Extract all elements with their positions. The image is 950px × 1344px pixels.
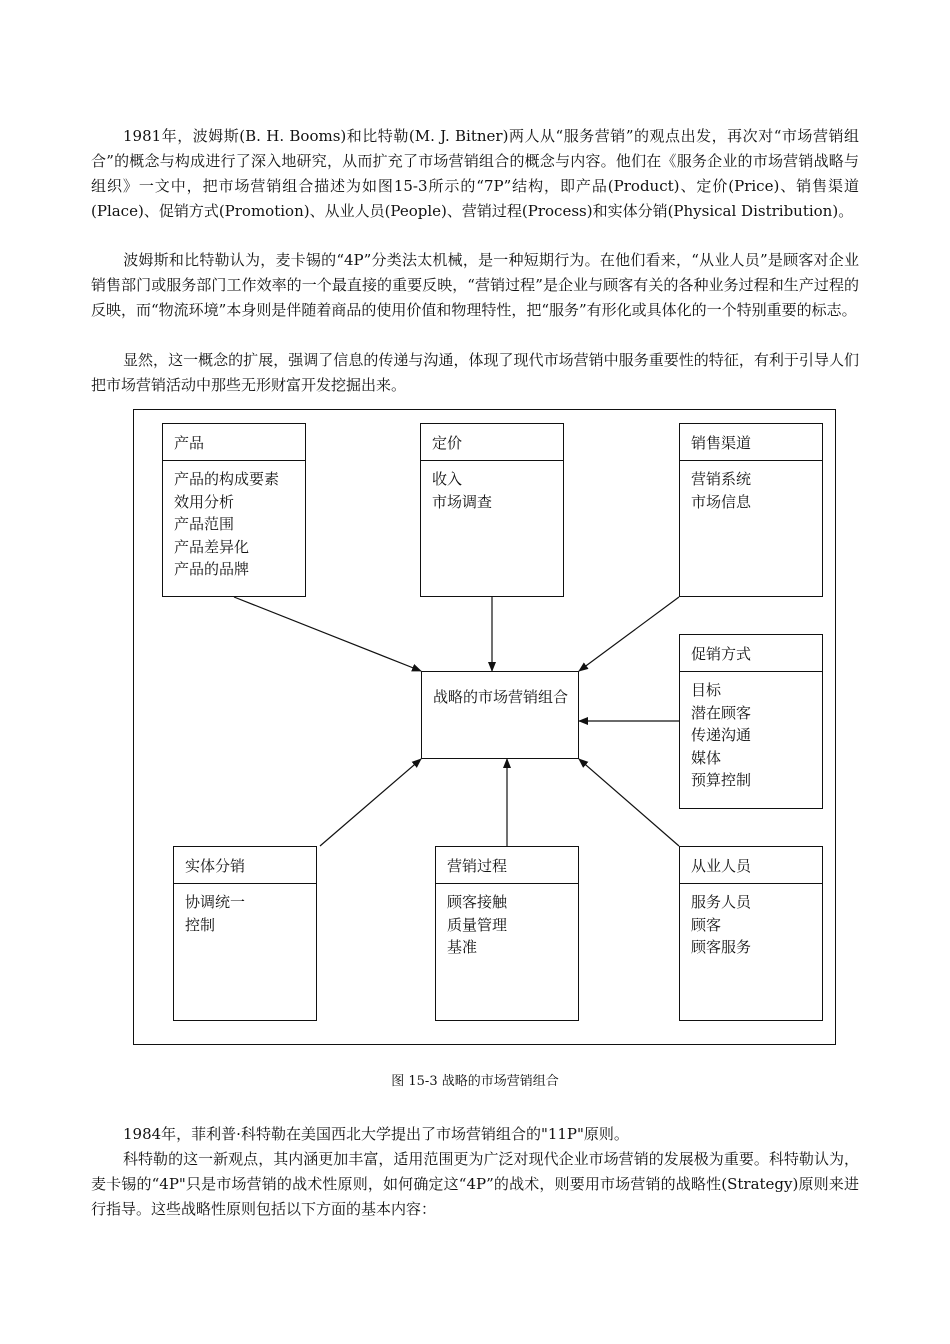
physical-distribution-item: 控制 [185,915,216,934]
product-item: 产品范围 [174,515,235,533]
price-items [421,461,563,513]
paragraph-5-text: 科特勒的这一新观点，其内涵更加丰富，适用范围更为广泛对现代企业市场营销的发展极为重要。科特勒认为，麦卡锡的“4P"只是市场营销的战术性原则，如何确定这“4P”的战术，则要用市场营销的战略性(Strategy)原则来进行指导。这些战略性原则包括以下方面的基本内容： [91,1150,859,1218]
paragraph-1 [91,124,859,224]
product-title: 产品 [163,424,305,461]
paragraph-4 [91,1122,859,1147]
physical-distribution-title: 实体分销 [174,847,316,884]
promotion-item: 媒体 [691,748,722,767]
promotion-item: 潜在顾客 [691,703,752,722]
promotion-item: 预算控制 [691,771,752,789]
paragraph-2 [91,248,859,323]
product-box [162,423,306,597]
people-box [679,846,823,1021]
people-item: 顾客服务 [691,938,752,956]
process-items [436,884,578,959]
promotion-title: 促销方式 [680,635,822,672]
place-box [679,423,823,597]
product-item: 效用分析 [174,492,235,511]
people-title: 从业人员 [680,847,822,884]
people-item: 顾客 [691,915,722,934]
place-items [680,461,822,513]
paragraph-1-text: 1981年，波姆斯(B. H. Booms)和比特勒(M. J. Bitner)两人从“服务营销”的观点出发，再次对“市场营销组合”的概念与构成进行了深入地研究，从而扩充了市场营销组合的概念与内容。他们在《服务企业的市场营销战略与组织》一文中，把市场营销组合描述为如图15-3所示的“7P”结构，即产品(Product)、定价(Price)、销售渠道(Place)、促销方式(Promotion)、从业人员(People)、营销过程(Process)和实体分销(Physical Distribution)。 [91,127,859,220]
people-item: 服务人员 [691,893,752,911]
process-title: 营销过程 [436,847,578,884]
paragraph-2-text: 波姆斯和比特勒认为，麦卡锡的“4P”分类法太机械，是一种短期行为。在他们看来，“从业人员”是顾客对企业销售部门或服务部门工作效率的一个最直接的重要反映，“营销过程”是企业与顾客有关的各种业务过程和生产过程的反映，而“物流环境”本身则是伴随着商品的使用价值和物理特性，把“服务”有形化或具体化的一个特别重要的标志。 [91,251,859,319]
price-item: 收入 [432,470,463,488]
people-items [680,884,822,959]
physical-distribution-item: 协调统一 [185,893,246,911]
place-item: 营销系统 [691,470,752,488]
product-item: 产品的构成要素 [174,470,280,488]
promotion-item: 目标 [691,681,722,699]
price-box [420,423,564,597]
process-item: 质量管理 [447,915,508,934]
price-item: 市场调查 [432,492,493,511]
process-item: 基准 [447,938,478,956]
paragraph-5 [91,1147,859,1222]
place-item: 市场信息 [691,492,752,511]
product-items [163,461,305,581]
promotion-box [679,634,823,809]
figure-caption: 图 15-3 战略的市场营销组合 [391,1074,559,1089]
process-box [435,846,579,1021]
product-item: 产品的品牌 [174,560,250,578]
paragraph-3 [91,348,859,398]
process-item: 顾客接触 [447,893,508,911]
place-title: 销售渠道 [680,424,822,461]
physical-distribution-items [174,884,316,936]
promotion-items [680,672,822,792]
paragraph-3-text: 显然，这一概念的扩展，强调了信息的传递与沟通，体现了现代市场营销中服务重要性的特征，有利于引导人们把市场营销活动中那些无形财富开发挖掘出来。 [91,351,859,394]
physical-distribution-box [173,846,317,1021]
product-item: 产品差异化 [174,537,250,556]
paragraph-4-text: 1984年，菲利普·科特勒在美国西北大学提出了市场营销组合的"11P"原则。 [123,1125,629,1143]
price-title: 定价 [421,424,563,461]
strategic-marketing-mix-box: 战略的市场营销组合 [421,671,579,759]
promotion-item: 传递沟通 [691,726,752,744]
